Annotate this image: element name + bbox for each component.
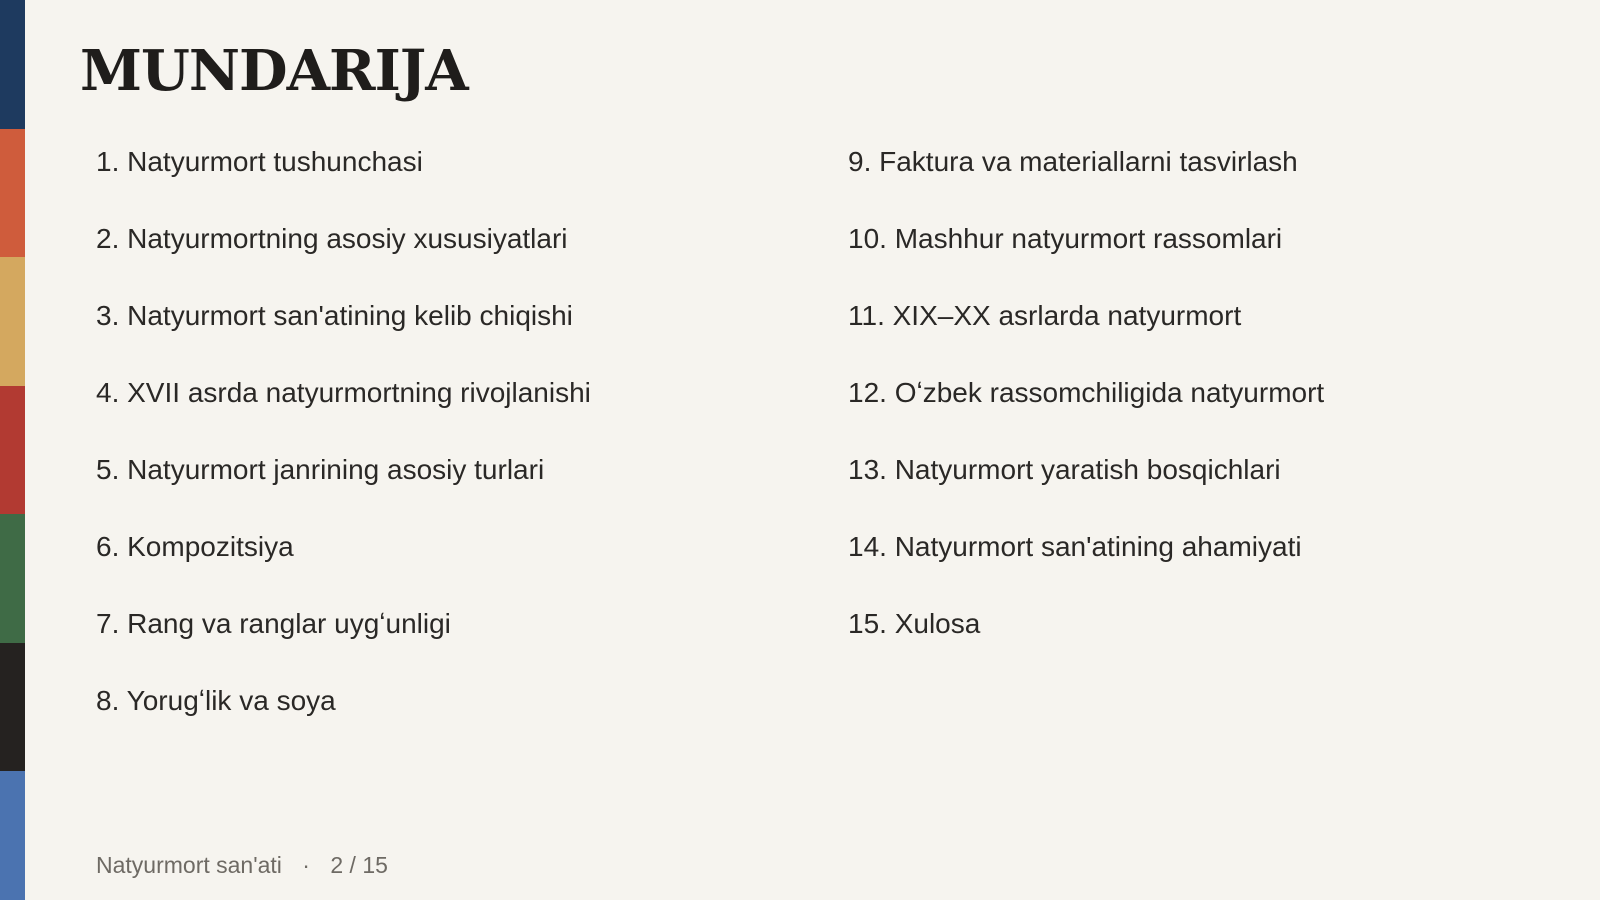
color-stripe <box>0 0 25 900</box>
footer-separator: · <box>302 852 310 878</box>
page-title: MUNDARIJA <box>80 38 468 104</box>
toc-item: 9. Faktura va materiallarni tasvirlash <box>848 146 1298 177</box>
toc-item: 15. Xulosa <box>848 608 981 639</box>
toc-item: 13. Natyurmort yaratish bosqichlari <box>848 454 1281 485</box>
toc-right-column <box>848 140 1324 679</box>
stripe-segment-blue <box>0 771 25 900</box>
toc-item: 11. XIX–XX asrlarda natyurmort <box>848 300 1242 331</box>
toc-item: 4. XVII asrda natyurmortning rivojlanishi <box>96 377 591 408</box>
toc-item: 1. Natyurmort tushunchasi <box>96 146 423 177</box>
toc-item: 14. Natyurmort san'atining ahamiyati <box>848 531 1302 562</box>
toc-item: 12. Oʻzbek rassomchiligida natyurmort <box>848 377 1325 408</box>
toc-item: 7. Rang va ranglar uygʻunligi <box>96 608 451 639</box>
toc-item: 3. Natyurmort san'atining kelib chiqishi <box>96 300 573 331</box>
toc-item: 6. Kompozitsiya <box>96 531 294 562</box>
toc-item: 10. Mashhur natyurmort rassomlari <box>848 223 1283 254</box>
stripe-segment-black <box>0 643 25 772</box>
stripe-segment-green <box>0 514 25 643</box>
stripe-segment-navy <box>0 0 25 129</box>
footer-deck-title: Natyurmort san'ati <box>96 852 282 878</box>
toc-item: 2. Natyurmortning asosiy xususiyatlari <box>96 223 568 254</box>
stripe-segment-orange <box>0 129 25 258</box>
toc-item: 5. Natyurmort janrining asosiy turlari <box>96 454 545 485</box>
footer-page-number: 2 / 15 <box>330 852 388 878</box>
toc-left-column <box>96 140 591 756</box>
stripe-segment-sand <box>0 257 25 386</box>
toc-item: 8. Yorugʻlik va soya <box>96 685 336 716</box>
stripe-segment-red <box>0 386 25 515</box>
slide-footer <box>96 852 388 879</box>
